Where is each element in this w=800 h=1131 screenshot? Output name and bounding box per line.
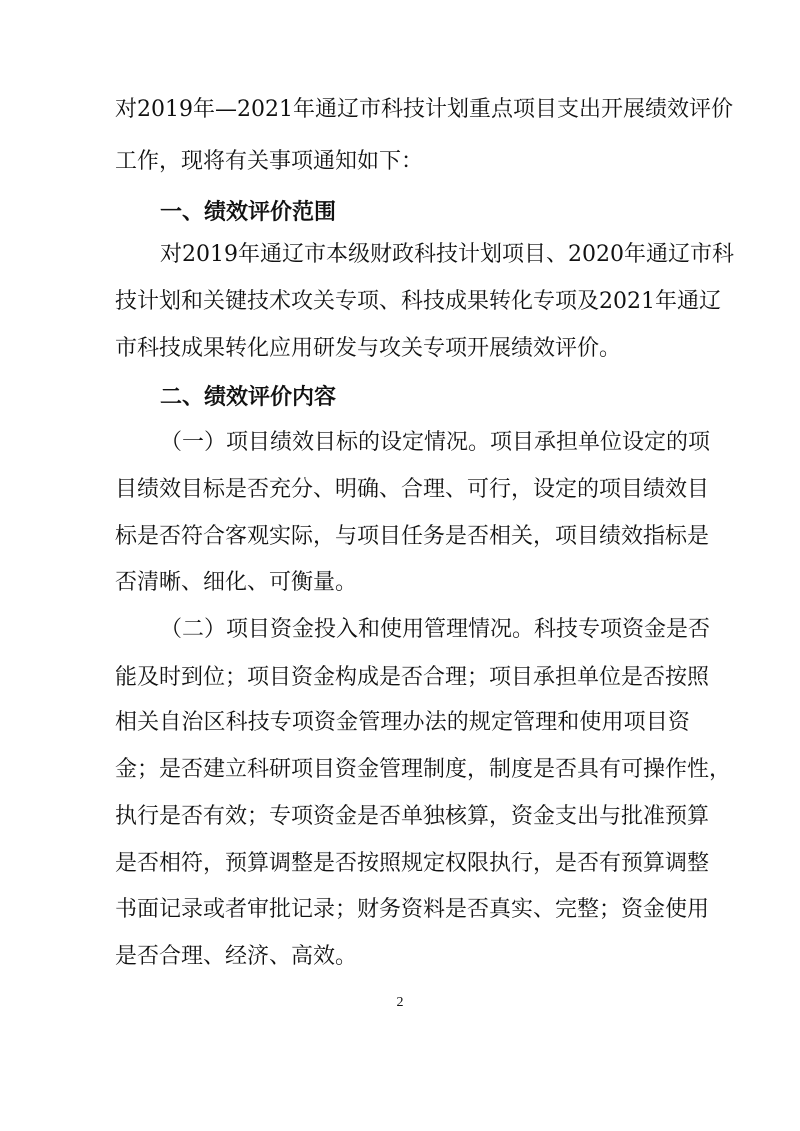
intro-line-2: 工作，现将有关事项通知如下： — [115, 149, 424, 174]
section-1-line-1: 对2019年通辽市本级财政科技计划项目、2020年通辽市科 — [160, 242, 734, 267]
section-2-item-2-line-7: 书面记录或者审批记录；财务资料是否真实、完整；资金使用 — [115, 897, 710, 922]
section-2-item-2-line-2: 能及时到位；项目资金构成是否合理；项目承担单位是否按照 — [115, 665, 710, 690]
section-1-line-3: 市科技成果转化应用研发与攻关专项开展绩效评价。 — [115, 336, 622, 361]
section-2-item-2-line-8: 是否合理、经济、高效。 — [115, 944, 358, 969]
section-1-line-2: 技计划和关键技术攻关专项、科技成果转化专项及2021年通辽 — [115, 289, 721, 314]
section-2-item-2-line-4: 金；是否建立科研项目资金管理制度，制度是否具有可操作性， — [115, 757, 732, 782]
section-2-heading: 二、绩效评价内容 — [160, 385, 337, 410]
section-2-item-1-line-3: 标是否符合客观实际，与项目任务是否相关，项目绩效指标是 — [115, 524, 710, 549]
section-2-item-1-line-2: 目绩效目标是否充分、明确、合理、可行，设定的项目绩效目 — [115, 477, 710, 502]
section-2-item-1-line-4: 否清晰、细化、可衡量。 — [115, 570, 358, 595]
section-2-item-2-line-6: 是否相符，预算调整是否按照规定权限执行，是否有预算调整 — [115, 851, 710, 876]
section-2-item-1-line-1: （一）项目绩效目标的设定情况。项目承担单位设定的项 — [160, 430, 711, 455]
section-1-heading: 一、绩效评价范围 — [160, 200, 337, 225]
page-number: 2 — [396, 995, 404, 1010]
section-2-item-2-line-1: （二）项目资金投入和使用管理情况。科技专项资金是否 — [160, 617, 711, 642]
section-2-item-2-line-5: 执行是否有效；专项资金是否单独核算，资金支出与批准预算 — [115, 804, 710, 829]
section-2-item-2-line-3: 相关自治区科技专项资金管理办法的规定管理和使用项目资 — [115, 710, 690, 735]
intro-line-1: 对2019年—2021年通辽市科技计划重点项目支出开展绩效评价 — [115, 97, 733, 122]
